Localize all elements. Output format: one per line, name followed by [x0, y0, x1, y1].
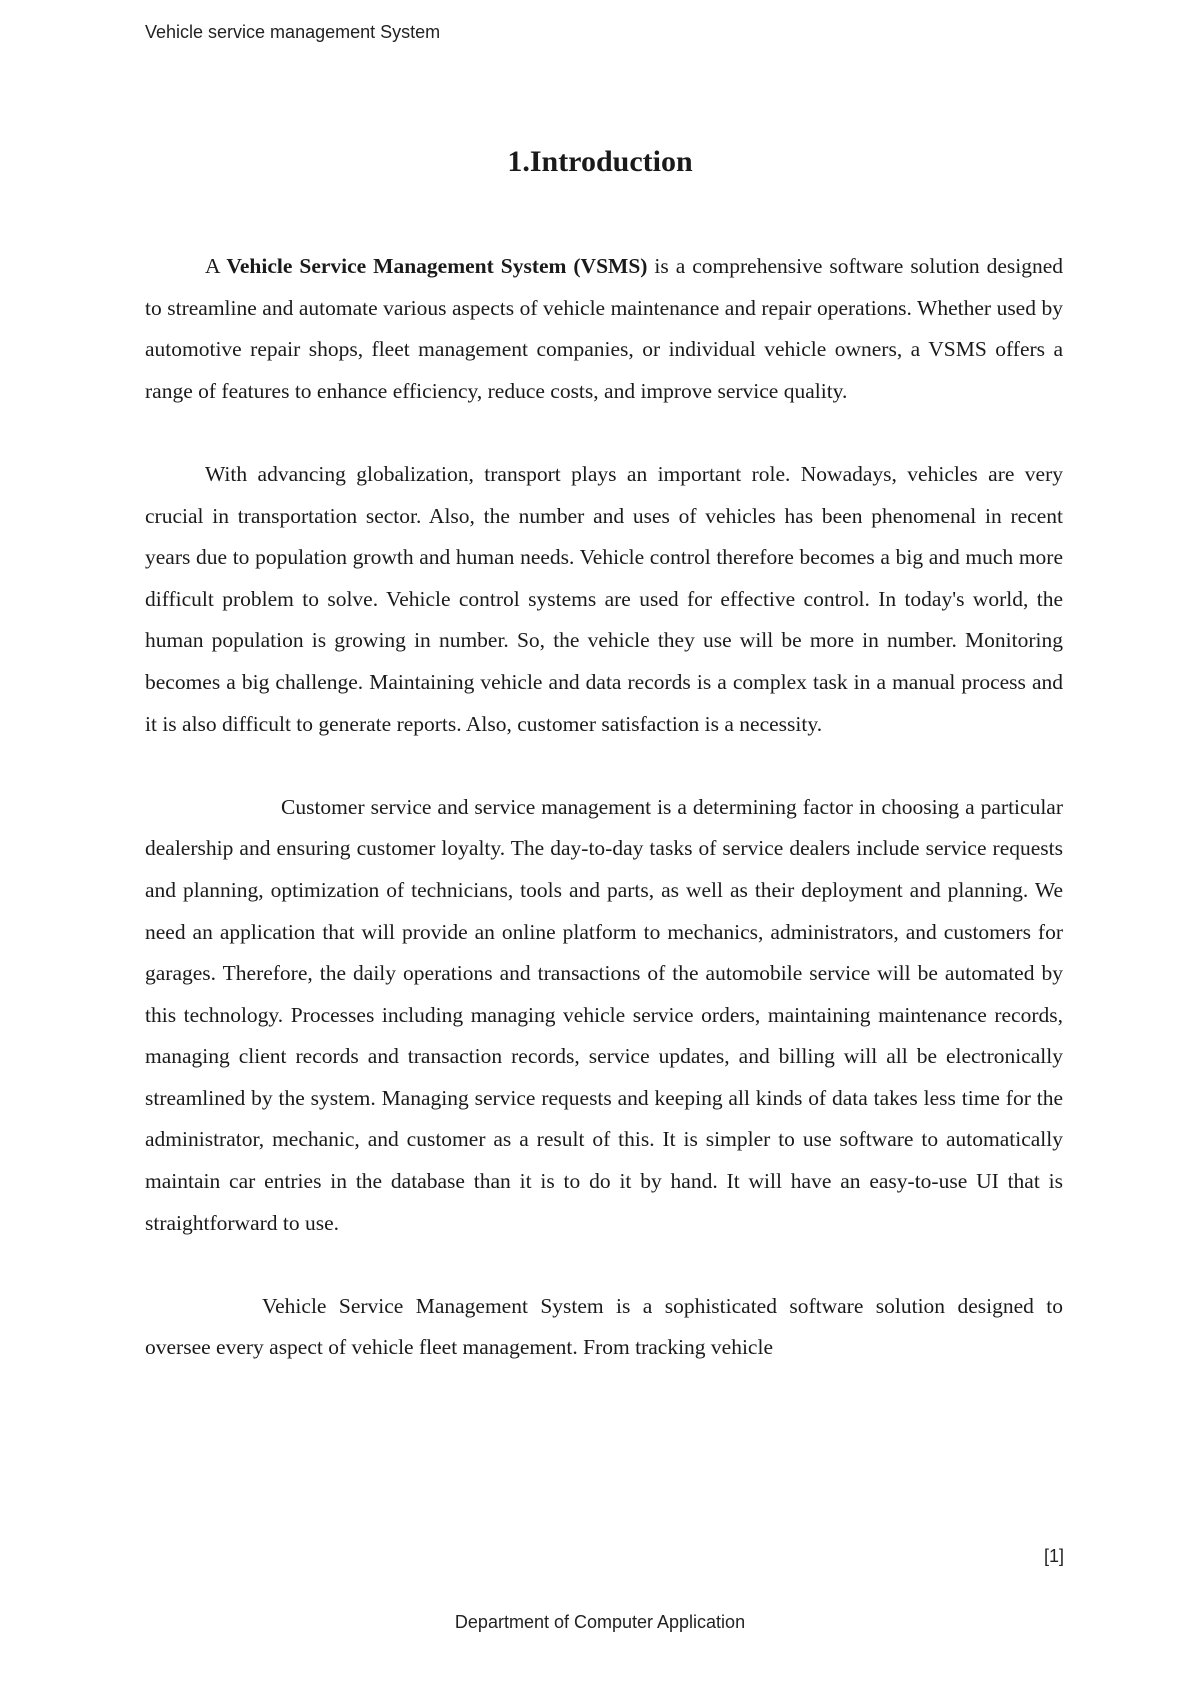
page-number: [1] [1043, 1546, 1064, 1566]
paragraph-3: Customer service and service management is a determining factor in choosing a particular dealership and ensuring customer loyalty. The day-to-day tasks of service dealers include service requests and planning, optimization of technicians, tools and parts, as well as their deployment and planning. We need an application that will provide an online platform to mechanics, administrators, and customers for garages. Therefore, the daily operations and transactions of the automobile service will be automated by this technology. Processes including managing vehicle service orders, maintaining maintenance records, managing client records and transaction records, service updates, and billing will all be electronically streamlined by the system. Managing service requests and keeping all kinds of data takes less time for the administrator, mechanic, and customer as a result of this. It is simpler to use software to automatically maintain car entries in the database than it is to do it by hand. It will have an easy-to-use UI that is straightforward to use. [145, 794, 1063, 1235]
paragraph-1-lead: A [205, 254, 227, 278]
paragraph-2: With advancing globalization, transport plays an important role. Nowadays, vehicles are very crucial in transportation sector. Also, the number and uses of vehicles has been phenomenal in recent years due to population growth and human needs. Vehicle control therefore becomes a big and much more difficult problem to solve. Vehicle control systems are used for effective control. In today's world, the human population is growing in number. So, the vehicle they use will be more in number. Monitoring becomes a big challenge. Maintaining vehicle and data records is a complex task in a manual process and it is also difficult to generate reports. Also, customer satisfaction is a necessity. [145, 461, 1063, 736]
chapter-title: 1.Introduction [507, 145, 693, 178]
paragraph-1-bold-term: Vehicle Service Management System (VSMS) [226, 254, 648, 278]
paragraph-1-rest: is a comprehensive software solution designed to streamline and automate various aspects of vehicle maintenance and repair operations. Whether used by automotive repair shops, fleet management companies, or individual vehicle owners, a VSMS offers a range of features to enhance efficiency, reduce costs, and improve service quality. [145, 254, 1063, 403]
running-footer: Department of Computer Application [454, 1612, 746, 1632]
body-text [145, 246, 1063, 1369]
paragraph-4: Vehicle Service Management System is a sophisticated software solution designed to oversee every aspect of vehicle fleet management. From tracking vehicle [145, 1293, 1063, 1360]
running-header: Vehicle service management System [145, 22, 441, 42]
paragraph-1 [145, 246, 1063, 412]
